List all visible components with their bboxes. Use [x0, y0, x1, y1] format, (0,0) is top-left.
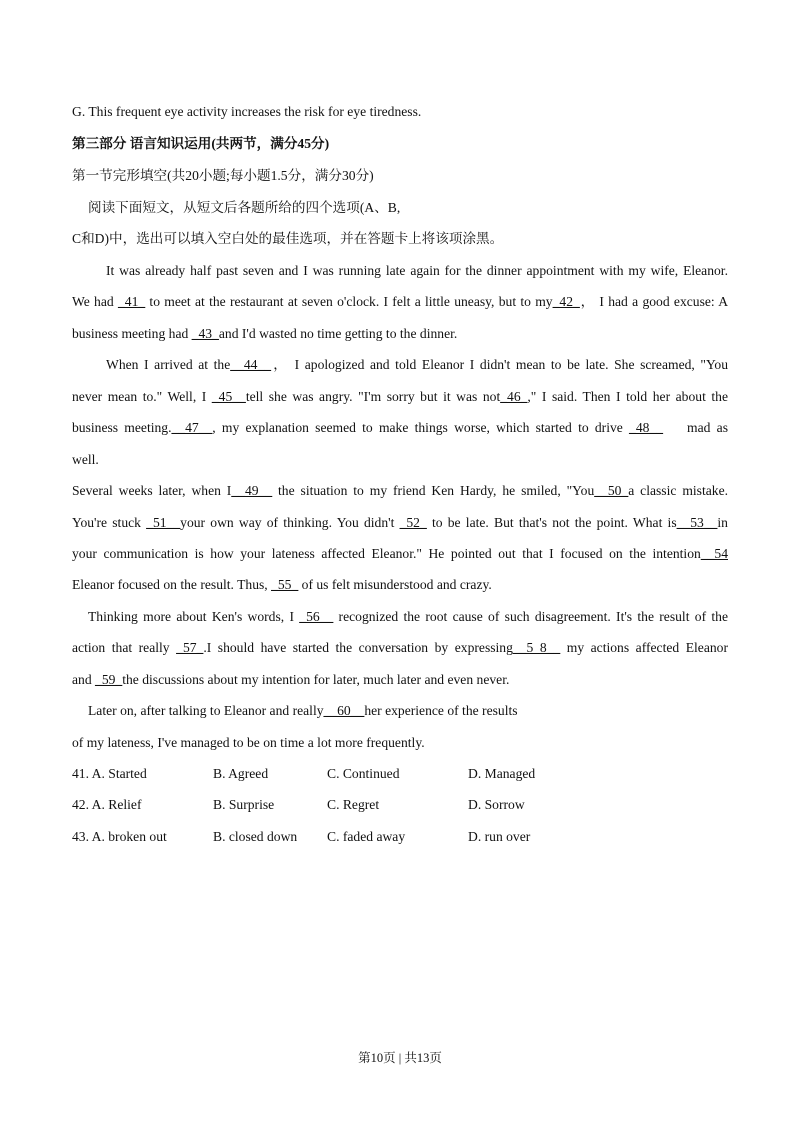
passage-line: Eleanor focused on the result. Thus, _55_ of us felt misunderstood and crazy. — [72, 577, 492, 592]
passage-line: We had _41_ to meet at the restaurant at seven o'clock. I felt a little uneasy, but to my_42_， I had a good excuse: A — [72, 294, 729, 309]
blank-41: _41_ — [117, 294, 146, 309]
blank-59: _59_ — [95, 672, 123, 687]
passage-line: and _59_the discussions about my intention for later, much later and even never. — [72, 672, 510, 687]
blank-57: _57_ — [176, 640, 204, 655]
blank-43: _43_ — [191, 326, 219, 341]
subsection-heading-cloze: 第一节完形填空(共20小题;每小题1.5分，满分30分) — [72, 168, 374, 183]
option-d: D. run over — [468, 829, 531, 844]
passage-line: never mean to." Well, I _45__tell she was angry. "I'm sorry but it was not_46_," I said. Then I told her about the — [72, 389, 728, 404]
option-b: B. Surprise — [213, 797, 275, 812]
blank-46: _46_ — [500, 389, 528, 404]
option-d: D. Sorrow — [468, 797, 525, 812]
instruction-line-2: C和D)中，选出可以填入空白处的最佳选项，并在答题卡上将该项涂黑。 — [72, 231, 504, 246]
passage-line: of my lateness, I've managed to be on time a lot more frequently. — [72, 735, 425, 750]
blank-47: __47__ — [171, 420, 213, 435]
blank-60: __60__ — [323, 703, 365, 718]
section-heading-part3: 第三部分 语言知识运用(共两节，满分45分) — [72, 136, 330, 151]
line-option-g: G. This frequent eye activity increases the risk for eye tiredness. — [72, 104, 422, 119]
blank-55: _55_ — [271, 577, 299, 592]
option-b: B. closed down — [213, 829, 298, 844]
page-footer: 第10页 | 共13页 — [358, 1051, 442, 1065]
blank-42: _42_ — [552, 294, 580, 309]
blank-52: _52_ — [399, 515, 427, 530]
instruction-line-1: 阅读下面短文，从短文后各题所给的四个选项(A、B, — [88, 200, 401, 215]
blank-58: __5 8__ — [512, 640, 561, 655]
option-c: C. Continued — [327, 766, 400, 781]
blank-56: _56__ — [299, 609, 334, 624]
option-c: C. Regret — [327, 797, 380, 812]
passage-line: It was already half past seven and I was running late again for the dinner appointment with my wife, Eleanor. — [106, 263, 728, 278]
passage-line: Later on, after talking to Eleanor and really__60__her experience of the results — [88, 703, 518, 718]
passage-line: You're stuck _51__your own way of thinking. You didn't _52_ to be late. But that's not the point. What is__53__in — [72, 515, 728, 530]
passage-line: business meeting had _43_and I'd wasted no time getting to the dinner. — [72, 326, 458, 341]
blank-49: __49__ — [231, 483, 273, 498]
passage-line: well. — [72, 452, 99, 467]
blank-45: _45__ — [211, 389, 246, 404]
passage-line: your communication is how your lateness affected Eleanor." He pointed out that I focused on the intention__54 — [72, 546, 728, 561]
blank-51: _51__ — [146, 515, 181, 530]
blank-54: __54 — [700, 546, 728, 561]
option-b: B. Agreed — [213, 766, 269, 781]
passage-line: business meeting.__47__, my explanation seemed to make things worse, which started to drive _48__ mad as — [72, 420, 728, 435]
passage-line: Several weeks later, when I__49__ the situation to my friend Ken Hardy, he smiled, "You__50_a classic mistake. — [72, 483, 728, 498]
blank-48: _48__ — [629, 420, 664, 435]
passage-line: action that really _57_.I should have started the conversation by expressing__5 8__ my actions affected Eleanor — [72, 640, 728, 655]
option-c: C. faded away — [327, 829, 406, 844]
passage-line: When I arrived at the__44__， I apologized and told Eleanor I didn't mean to be late. She screamed, "You — [106, 357, 728, 372]
option-a: 43. A. broken out — [72, 829, 167, 844]
blank-44: __44__ — [230, 357, 272, 372]
option-a: 42. A. Relief — [72, 797, 142, 812]
option-a: 41. A. Started — [72, 766, 147, 781]
blank-53: __53__ — [676, 515, 718, 530]
option-d: D. Managed — [468, 766, 536, 781]
blank-50: __50_ — [594, 483, 629, 498]
passage-line: Thinking more about Ken's words, I _56__ recognized the root cause of such disagreement. It's the result of the — [88, 609, 728, 624]
